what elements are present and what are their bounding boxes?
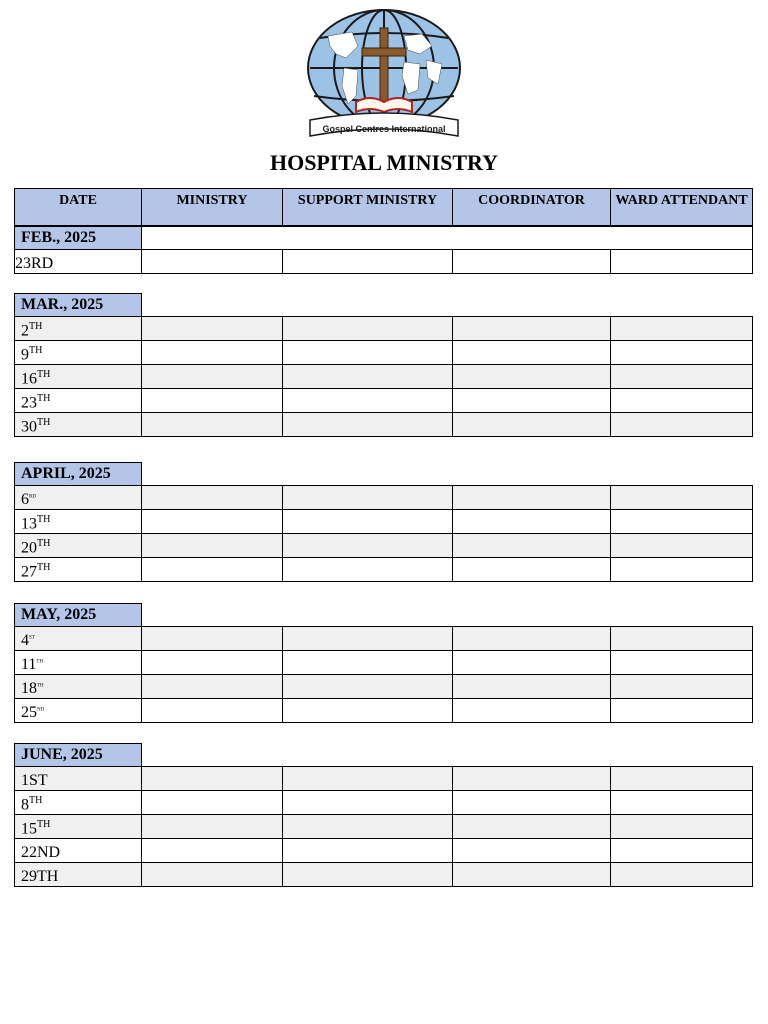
- month-heading: MAY, 2025: [15, 604, 142, 627]
- date-cell: [15, 534, 142, 558]
- column-header-ward-attendant: WARD ATTENDANT: [611, 189, 753, 226]
- date-number: 9: [21, 346, 29, 363]
- ministry-cell[interactable]: [142, 389, 283, 413]
- date-suffix: TH: [37, 561, 51, 573]
- support-ministry-cell[interactable]: [283, 675, 453, 699]
- support-ministry-cell[interactable]: [283, 534, 453, 558]
- support-ministry-cell[interactable]: [283, 510, 453, 534]
- table-row: [15, 558, 753, 582]
- support-ministry-cell[interactable]: [283, 699, 453, 723]
- date-number: 27: [21, 563, 37, 580]
- date-number: 16: [21, 370, 37, 387]
- date-cell: [15, 389, 142, 413]
- ward-attendant-cell[interactable]: [611, 791, 753, 815]
- table-row: [15, 699, 753, 723]
- support-ministry-cell[interactable]: [283, 341, 453, 365]
- ward-attendant-cell[interactable]: [611, 699, 753, 723]
- date-cell: [15, 863, 142, 887]
- date-number: 4: [21, 632, 29, 649]
- date-cell: [15, 815, 142, 839]
- ward-attendant-cell[interactable]: [611, 627, 753, 651]
- date-number: 25: [21, 704, 37, 721]
- coordinator-cell[interactable]: [453, 839, 611, 863]
- coordinator-cell[interactable]: [453, 558, 611, 582]
- ward-attendant-cell[interactable]: [611, 651, 753, 675]
- table-row: [15, 651, 753, 675]
- date-number: 23: [21, 394, 37, 411]
- ministry-cell[interactable]: [142, 627, 283, 651]
- month-section: [14, 226, 753, 274]
- ministry-cell[interactable]: [142, 510, 283, 534]
- date-cell: [15, 250, 142, 274]
- table-row: [15, 341, 753, 365]
- ministry-cell[interactable]: [142, 365, 283, 389]
- support-ministry-cell[interactable]: [283, 863, 453, 887]
- ward-attendant-cell[interactable]: [611, 413, 753, 437]
- date-number: 2: [21, 322, 29, 339]
- month-heading: MAR., 2025: [15, 294, 142, 317]
- ministry-cell[interactable]: [142, 558, 283, 582]
- ministry-cell[interactable]: [142, 675, 283, 699]
- coordinator-cell[interactable]: [453, 250, 611, 274]
- column-header-ministry: MINISTRY: [142, 189, 283, 226]
- table-row: [15, 767, 753, 791]
- date-suffix: TH: [37, 537, 51, 549]
- date-suffix: TH: [29, 320, 43, 332]
- table-row: [15, 389, 753, 413]
- ministry-cell[interactable]: [142, 767, 283, 791]
- date-cell: [15, 767, 142, 791]
- support-ministry-cell[interactable]: [283, 365, 453, 389]
- date-suffix: TH: [37, 818, 51, 830]
- date-number: 18: [21, 680, 37, 697]
- date-suffix: TH: [36, 659, 44, 665]
- date-cell: [15, 558, 142, 582]
- ministry-cell[interactable]: [142, 341, 283, 365]
- ward-attendant-cell[interactable]: [611, 815, 753, 839]
- ministry-cell[interactable]: [142, 791, 283, 815]
- date-cell: [15, 510, 142, 534]
- date-cell: [15, 839, 142, 863]
- date-cell: [15, 651, 142, 675]
- coordinator-cell[interactable]: [453, 791, 611, 815]
- ministry-cell[interactable]: [142, 534, 283, 558]
- month-section: [14, 743, 753, 887]
- coordinator-cell[interactable]: [453, 486, 611, 510]
- table-row: [15, 791, 753, 815]
- date-cell: [15, 341, 142, 365]
- support-ministry-cell[interactable]: [283, 558, 453, 582]
- table-row: [15, 839, 753, 863]
- coordinator-cell[interactable]: [453, 341, 611, 365]
- ministry-cell[interactable]: [142, 839, 283, 863]
- ministry-cell[interactable]: [142, 413, 283, 437]
- coordinator-cell[interactable]: [453, 510, 611, 534]
- table-row: [15, 250, 753, 274]
- date-suffix: TH: [37, 513, 51, 525]
- coordinator-cell[interactable]: [453, 767, 611, 791]
- support-ministry-cell[interactable]: [283, 317, 453, 341]
- coordinator-cell[interactable]: [453, 699, 611, 723]
- date-cell: [15, 699, 142, 723]
- table-row: [15, 815, 753, 839]
- ministry-cell[interactable]: [142, 815, 283, 839]
- support-ministry-cell[interactable]: [283, 413, 453, 437]
- coordinator-cell[interactable]: [453, 365, 611, 389]
- coordinator-cell[interactable]: [453, 317, 611, 341]
- support-ministry-cell[interactable]: [283, 839, 453, 863]
- ward-attendant-cell[interactable]: [611, 486, 753, 510]
- coordinator-cell[interactable]: [453, 413, 611, 437]
- ward-attendant-cell[interactable]: [611, 365, 753, 389]
- ministry-cell[interactable]: [142, 317, 283, 341]
- date-cell: [15, 486, 142, 510]
- ministry-cell[interactable]: [142, 699, 283, 723]
- table-row: [15, 317, 753, 341]
- date-cell: [15, 791, 142, 815]
- support-ministry-cell[interactable]: [283, 627, 453, 651]
- date-suffix: TH: [29, 344, 43, 356]
- date-suffix: ND: [37, 707, 45, 713]
- column-header-coordinator: COORDINATOR: [453, 189, 611, 226]
- date-cell: [15, 675, 142, 699]
- ministry-cell[interactable]: [142, 863, 283, 887]
- date-suffix: TH: [37, 392, 51, 404]
- coordinator-cell[interactable]: [453, 534, 611, 558]
- date-number: 30: [21, 418, 37, 435]
- support-ministry-cell[interactable]: [283, 791, 453, 815]
- date-suffix: RD: [29, 494, 36, 500]
- date-suffix: TH: [37, 368, 51, 380]
- table-row: [15, 510, 753, 534]
- date-number: 13: [21, 515, 37, 532]
- date-number: 20: [21, 539, 37, 556]
- ward-attendant-cell[interactable]: [611, 767, 753, 791]
- table-row: [15, 863, 753, 887]
- month-heading-spacer: [142, 294, 753, 317]
- date-cell: [15, 365, 142, 389]
- month-heading: FEB., 2025: [15, 227, 142, 250]
- coordinator-cell[interactable]: [453, 863, 611, 887]
- date-number: 15: [21, 820, 37, 837]
- date-cell: [15, 317, 142, 341]
- ward-attendant-cell[interactable]: [611, 250, 753, 274]
- page-title: HOSPITAL MINISTRY: [269, 150, 499, 175]
- month-heading-spacer: [142, 463, 753, 486]
- table-row: [15, 413, 753, 437]
- month-section: [14, 462, 753, 582]
- table-row: [15, 675, 753, 699]
- support-ministry-cell[interactable]: [283, 389, 453, 413]
- support-ministry-cell[interactable]: [283, 767, 453, 791]
- ministry-cell[interactable]: [142, 486, 283, 510]
- table-row: [15, 627, 753, 651]
- date-suffix: TH: [37, 416, 51, 428]
- coordinator-cell[interactable]: [453, 675, 611, 699]
- month-heading-spacer: [142, 227, 753, 250]
- date-number: 1ST: [21, 772, 48, 789]
- coordinator-cell[interactable]: [453, 627, 611, 651]
- month-heading-spacer: [142, 604, 753, 627]
- date-number: 8: [21, 796, 29, 813]
- date-cell: [15, 413, 142, 437]
- month-heading: JUNE, 2025: [15, 744, 142, 767]
- month-section: [14, 293, 753, 437]
- logo-banner-text: Gospel Centres International: [322, 124, 446, 134]
- coordinator-cell[interactable]: [453, 651, 611, 675]
- date-number: 29TH: [21, 868, 59, 885]
- date-number: 11: [21, 656, 37, 673]
- ward-attendant-cell[interactable]: [611, 389, 753, 413]
- month-section: [14, 603, 753, 723]
- ward-attendant-cell[interactable]: [611, 534, 753, 558]
- ward-attendant-cell[interactable]: [611, 839, 753, 863]
- month-heading-spacer: [142, 744, 753, 767]
- ministry-cell[interactable]: [142, 250, 283, 274]
- support-ministry-cell[interactable]: [283, 815, 453, 839]
- date-suffix: ST: [29, 635, 35, 641]
- ward-attendant-cell[interactable]: [611, 510, 753, 534]
- ward-attendant-cell[interactable]: [611, 863, 753, 887]
- date-number: 6: [21, 491, 29, 508]
- table-row: [15, 534, 753, 558]
- logo: [300, 6, 468, 146]
- ward-attendant-cell[interactable]: [611, 341, 753, 365]
- ward-attendant-cell[interactable]: [611, 317, 753, 341]
- column-header-date: DATE: [15, 189, 142, 226]
- column-header-support-ministry: SUPPORT MINISTRY: [283, 189, 453, 226]
- ministry-cell[interactable]: [142, 651, 283, 675]
- month-heading: APRIL, 2025: [15, 463, 142, 486]
- support-ministry-cell[interactable]: [283, 651, 453, 675]
- support-ministry-cell[interactable]: [283, 250, 453, 274]
- date-number: 22ND: [21, 844, 61, 861]
- support-ministry-cell[interactable]: [283, 486, 453, 510]
- date-number: 23RD: [15, 255, 54, 272]
- ward-attendant-cell[interactable]: [611, 675, 753, 699]
- date-suffix: TH: [37, 683, 44, 689]
- coordinator-cell[interactable]: [453, 389, 611, 413]
- table-row: [15, 365, 753, 389]
- schedule-header: [14, 188, 753, 226]
- ward-attendant-cell[interactable]: [611, 558, 753, 582]
- date-suffix: TH: [29, 794, 43, 806]
- coordinator-cell[interactable]: [453, 815, 611, 839]
- date-cell: [15, 627, 142, 651]
- table-row: [15, 486, 753, 510]
